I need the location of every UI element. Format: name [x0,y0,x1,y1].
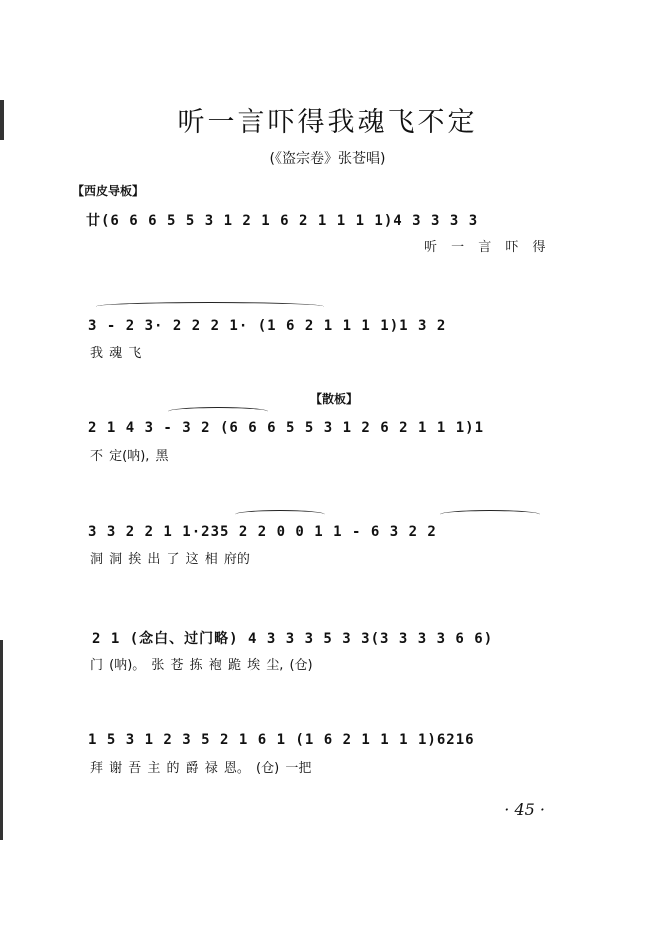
lyric-line: 我 魂 飞 [90,346,142,361]
slur-mark [235,510,325,519]
page-edge-mark [0,640,3,840]
lyric-line: 不 定(呐), 黑 [90,449,169,464]
notation-line: 廿(6 6 6 5 5 3 1 2 1 6 2 1 1 1 1)4 3 3 3 3 [86,213,479,229]
song-subtitle: (《盗宗卷》张苍唱) [269,151,386,167]
slur-mark [96,302,324,311]
lyric-line: 洞 洞 挨 出 了 这 相 府的 [90,552,250,567]
slur-mark [168,407,268,416]
lyric-line: 听 一 言 吓 得 [424,240,546,255]
slur-mark [440,510,540,519]
lyric-line: 拜 谢 吾 主 的 爵 禄 恩。 (仓) 一把 [90,761,312,776]
notation-line: 2 1 4 3 - 3 2 (6 6 6 5 5 3 1 2 6 2 1 1 1)1 [88,420,485,436]
song-title: 听一言吓得我魂飞不定 [177,107,478,138]
notation-line: 1 5 3 1 2 3 5 2 1 6 1 (1 6 2 1 1 1 1)6216 [88,732,475,748]
tag-sanban: 【散板】 [310,392,359,406]
tag-xipi-daoban: 【西皮导板】 [72,184,145,198]
notation-line: 3 - 2 3· 2 2 2 1· (1 6 2 1 1 1 1)1 3 2 [88,318,447,334]
notation-line: 3 3 2 2 1 1·235 2 2 0 0 1 1 - 6 3 2 2 [88,524,437,540]
lyric-line: 门 (呐)。 张 苍 拣 袍 跪 埃 尘, (仓) [90,658,313,673]
notation-line: 2 1 (念白、过门略) 4 3 3 3 5 3 3(3 3 3 3 6 6) [92,631,494,647]
page-number: · 45 · [504,800,545,819]
